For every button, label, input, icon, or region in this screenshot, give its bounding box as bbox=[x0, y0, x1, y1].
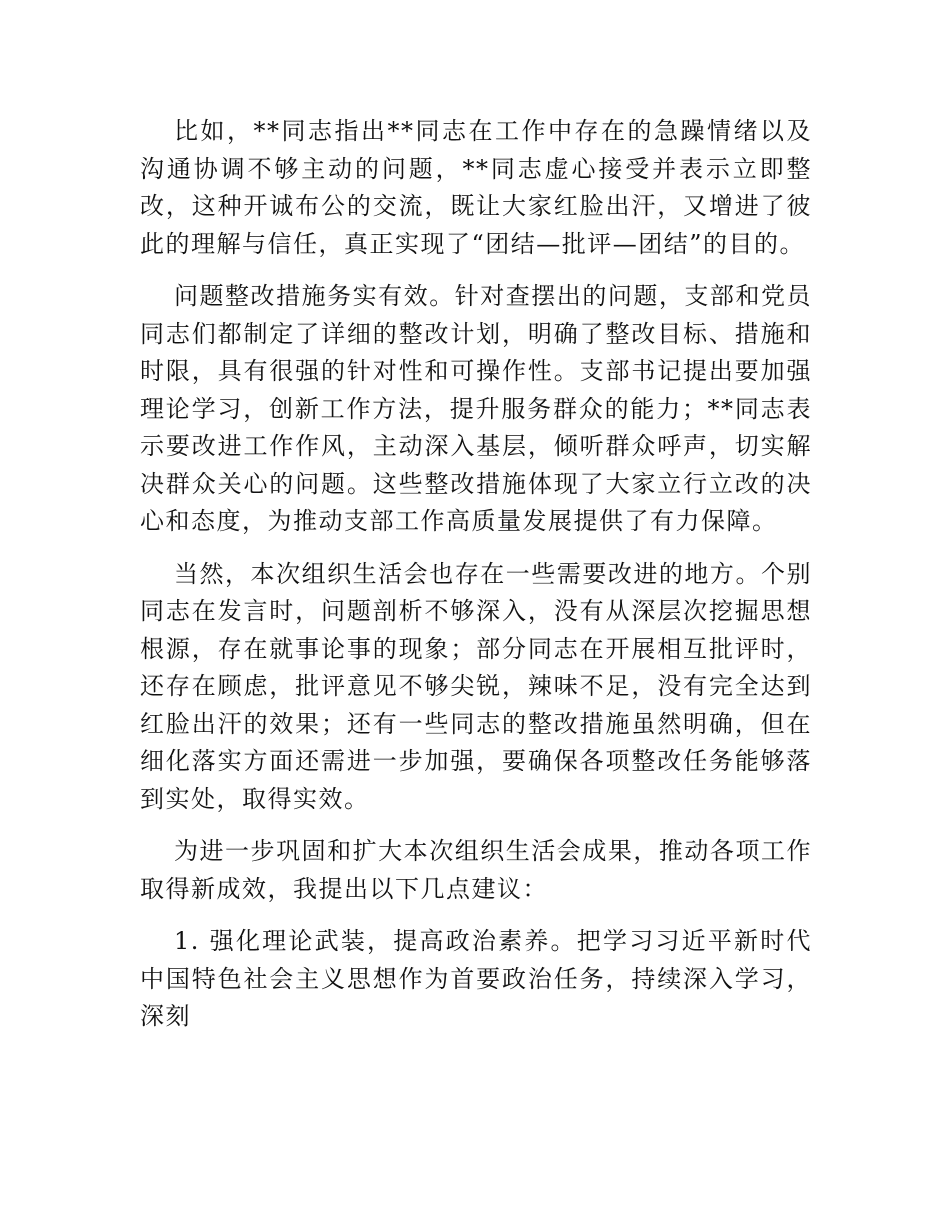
paragraph-rectification-measures: 问题整改措施务实有效。针对查摆出的问题，支部和党员同志们都制定了详细的整改计划，明确了整改目标、措施和时限，具有很强的针对性和可操作性。支部书记提出要加强理论学习，创新工作方法，提升服务群众的能力；**同志表示要改进工作作风，主动深入基层，倾听群众呼声，切实解决群众关心的问题。这些整改措施体现了大家立行立改的决心和态度，为推动支部工作高质量发展提供了有力保障。 bbox=[140, 282, 812, 535]
document-body bbox=[140, 113, 812, 1051]
paragraph-example-criticism: 比如，**同志指出**同志在工作中存在的急躁情绪以及沟通协调不够主动的问题，**同志虚心接受并表示立即整改，这种开诚布公的交流，既让大家红脸出汗，又增进了彼此的理解与信任，真正实现了“团结—批评—团结”的目的。 bbox=[140, 117, 812, 258]
paragraph-suggestion-1: 1. 强化理论武装，提高政治素养。把学习习近平新时代中国特色社会主义思想作为首要政治任务，持续深入学习，深刻 bbox=[140, 927, 812, 1030]
paragraph-suggestions-intro: 为进一步巩固和扩大本次组织生活会成果，推动各项工作取得新成效，我提出以下几点建议： bbox=[140, 837, 812, 903]
paragraph-shortcomings: 当然，本次组织生活会也存在一些需要改进的地方。个别同志在发言时，问题剖析不够深入，没有从深层次挖掘思想根源，存在就事论事的现象；部分同志在开展相互批评时，还存在顾虑，批评意见不够尖锐，辣味不足，没有完全达到红脸出汗的效果；还有一些同志的整改措施虽然明确，但在细化落实方面还需进一步加强，要确保各项整改任务能够落到实处，取得实效。 bbox=[140, 559, 812, 813]
